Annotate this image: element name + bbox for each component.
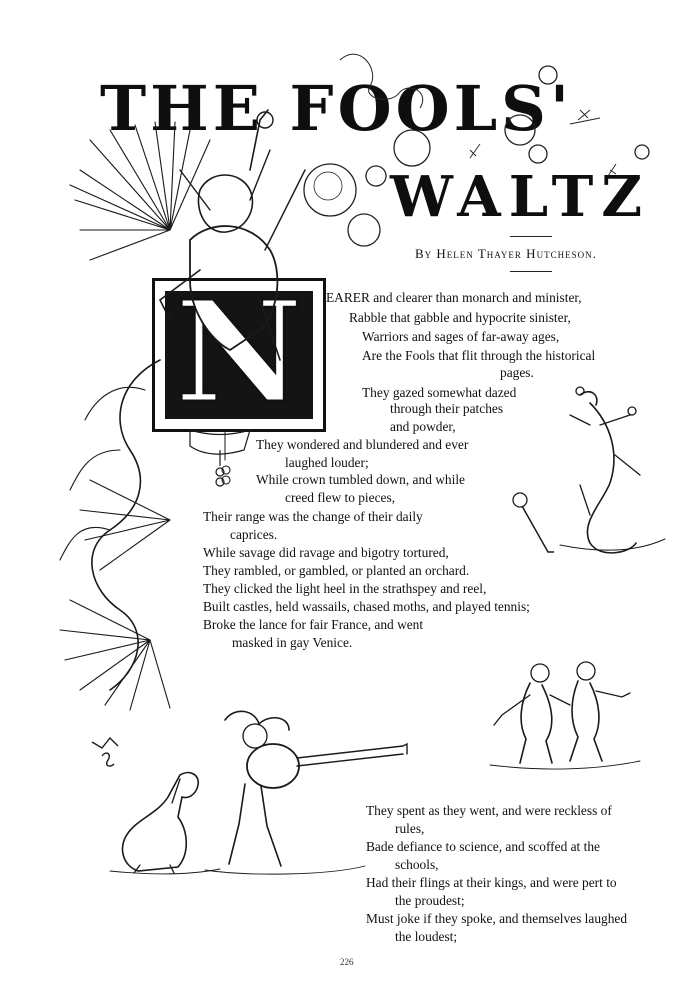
poem-line: Rabble that gabble and hypocrite sinister, xyxy=(349,310,571,325)
poem-line: the loudest; xyxy=(395,929,458,944)
poem-line: They wondered and blundered and ever xyxy=(256,437,469,452)
poem-line: While crown tumbled down, and while xyxy=(256,472,465,487)
poem-line: schools, xyxy=(395,857,439,872)
title-line-1: THE FOOLS' xyxy=(100,72,573,145)
poem-line: pages. xyxy=(500,365,534,380)
drop-cap-letter: N xyxy=(175,271,303,435)
poem-line: Must joke if they spoke, and themselves laughed xyxy=(366,911,628,926)
poem-line: masked in gay Venice. xyxy=(232,635,353,650)
tumbling-jester-illustration xyxy=(560,385,670,565)
poem-line: and powder, xyxy=(390,419,456,434)
jester-illustration xyxy=(50,100,360,720)
poem-line: Their range was the change of their daily xyxy=(203,509,423,524)
poem-line: rules, xyxy=(395,821,425,836)
title-line-2: WALTZ xyxy=(390,164,651,230)
bubble-icon xyxy=(366,166,386,186)
poem-line: Warriors and sages of far-away ages, xyxy=(362,329,560,344)
poem-line: caprices. xyxy=(230,527,278,542)
poem-line: Bade defiance to science, and scoffed at the xyxy=(366,839,600,854)
artist-monogram-icon xyxy=(88,732,124,768)
poem-line: creed flew to pieces, xyxy=(285,490,396,505)
poem-line: Had their flings at their kings, and were pert to xyxy=(366,875,617,890)
poem-line: Built castles, held wassails, chased moths, and played tennis; xyxy=(203,599,530,614)
byline: By Helen Thayer Hutcheson. xyxy=(415,246,597,261)
poem-line: They rambled, or gambled, or planted an orchard. xyxy=(203,563,470,578)
bubble-icon xyxy=(394,130,430,166)
byline-rule xyxy=(510,271,552,272)
poem-line: through their patches xyxy=(390,401,504,416)
bubble-icon xyxy=(539,66,557,84)
poem-line: They gazed somewhat dazed xyxy=(362,385,517,400)
poem-line: EARER and clearer than monarch and minister, xyxy=(326,290,582,305)
bubble-icon xyxy=(529,145,547,163)
lute-jester-illustration xyxy=(205,700,410,880)
poem-line: While savage did ravage and bigotry tortured, xyxy=(203,545,449,560)
bubble-icon xyxy=(635,145,649,159)
page-number: 226 xyxy=(340,957,354,967)
poem-line: the proudest; xyxy=(395,893,465,908)
poem-line: They spent as they went, and were reckless of xyxy=(366,803,612,818)
poem-line: laughed louder; xyxy=(285,455,369,470)
dog-illustration xyxy=(110,765,220,875)
bauble-scepter-illustration xyxy=(508,490,558,560)
dancing-jesters-illustration xyxy=(490,655,640,770)
poem-line: Broke the lance for fair France, and went xyxy=(203,617,424,632)
poem-line: They clicked the light heel in the strathspey and reel, xyxy=(203,581,487,596)
bubble-icon xyxy=(505,115,535,145)
poem-line: Are the Fools that flit through the historical xyxy=(362,348,596,363)
ornament-vine xyxy=(180,420,260,490)
